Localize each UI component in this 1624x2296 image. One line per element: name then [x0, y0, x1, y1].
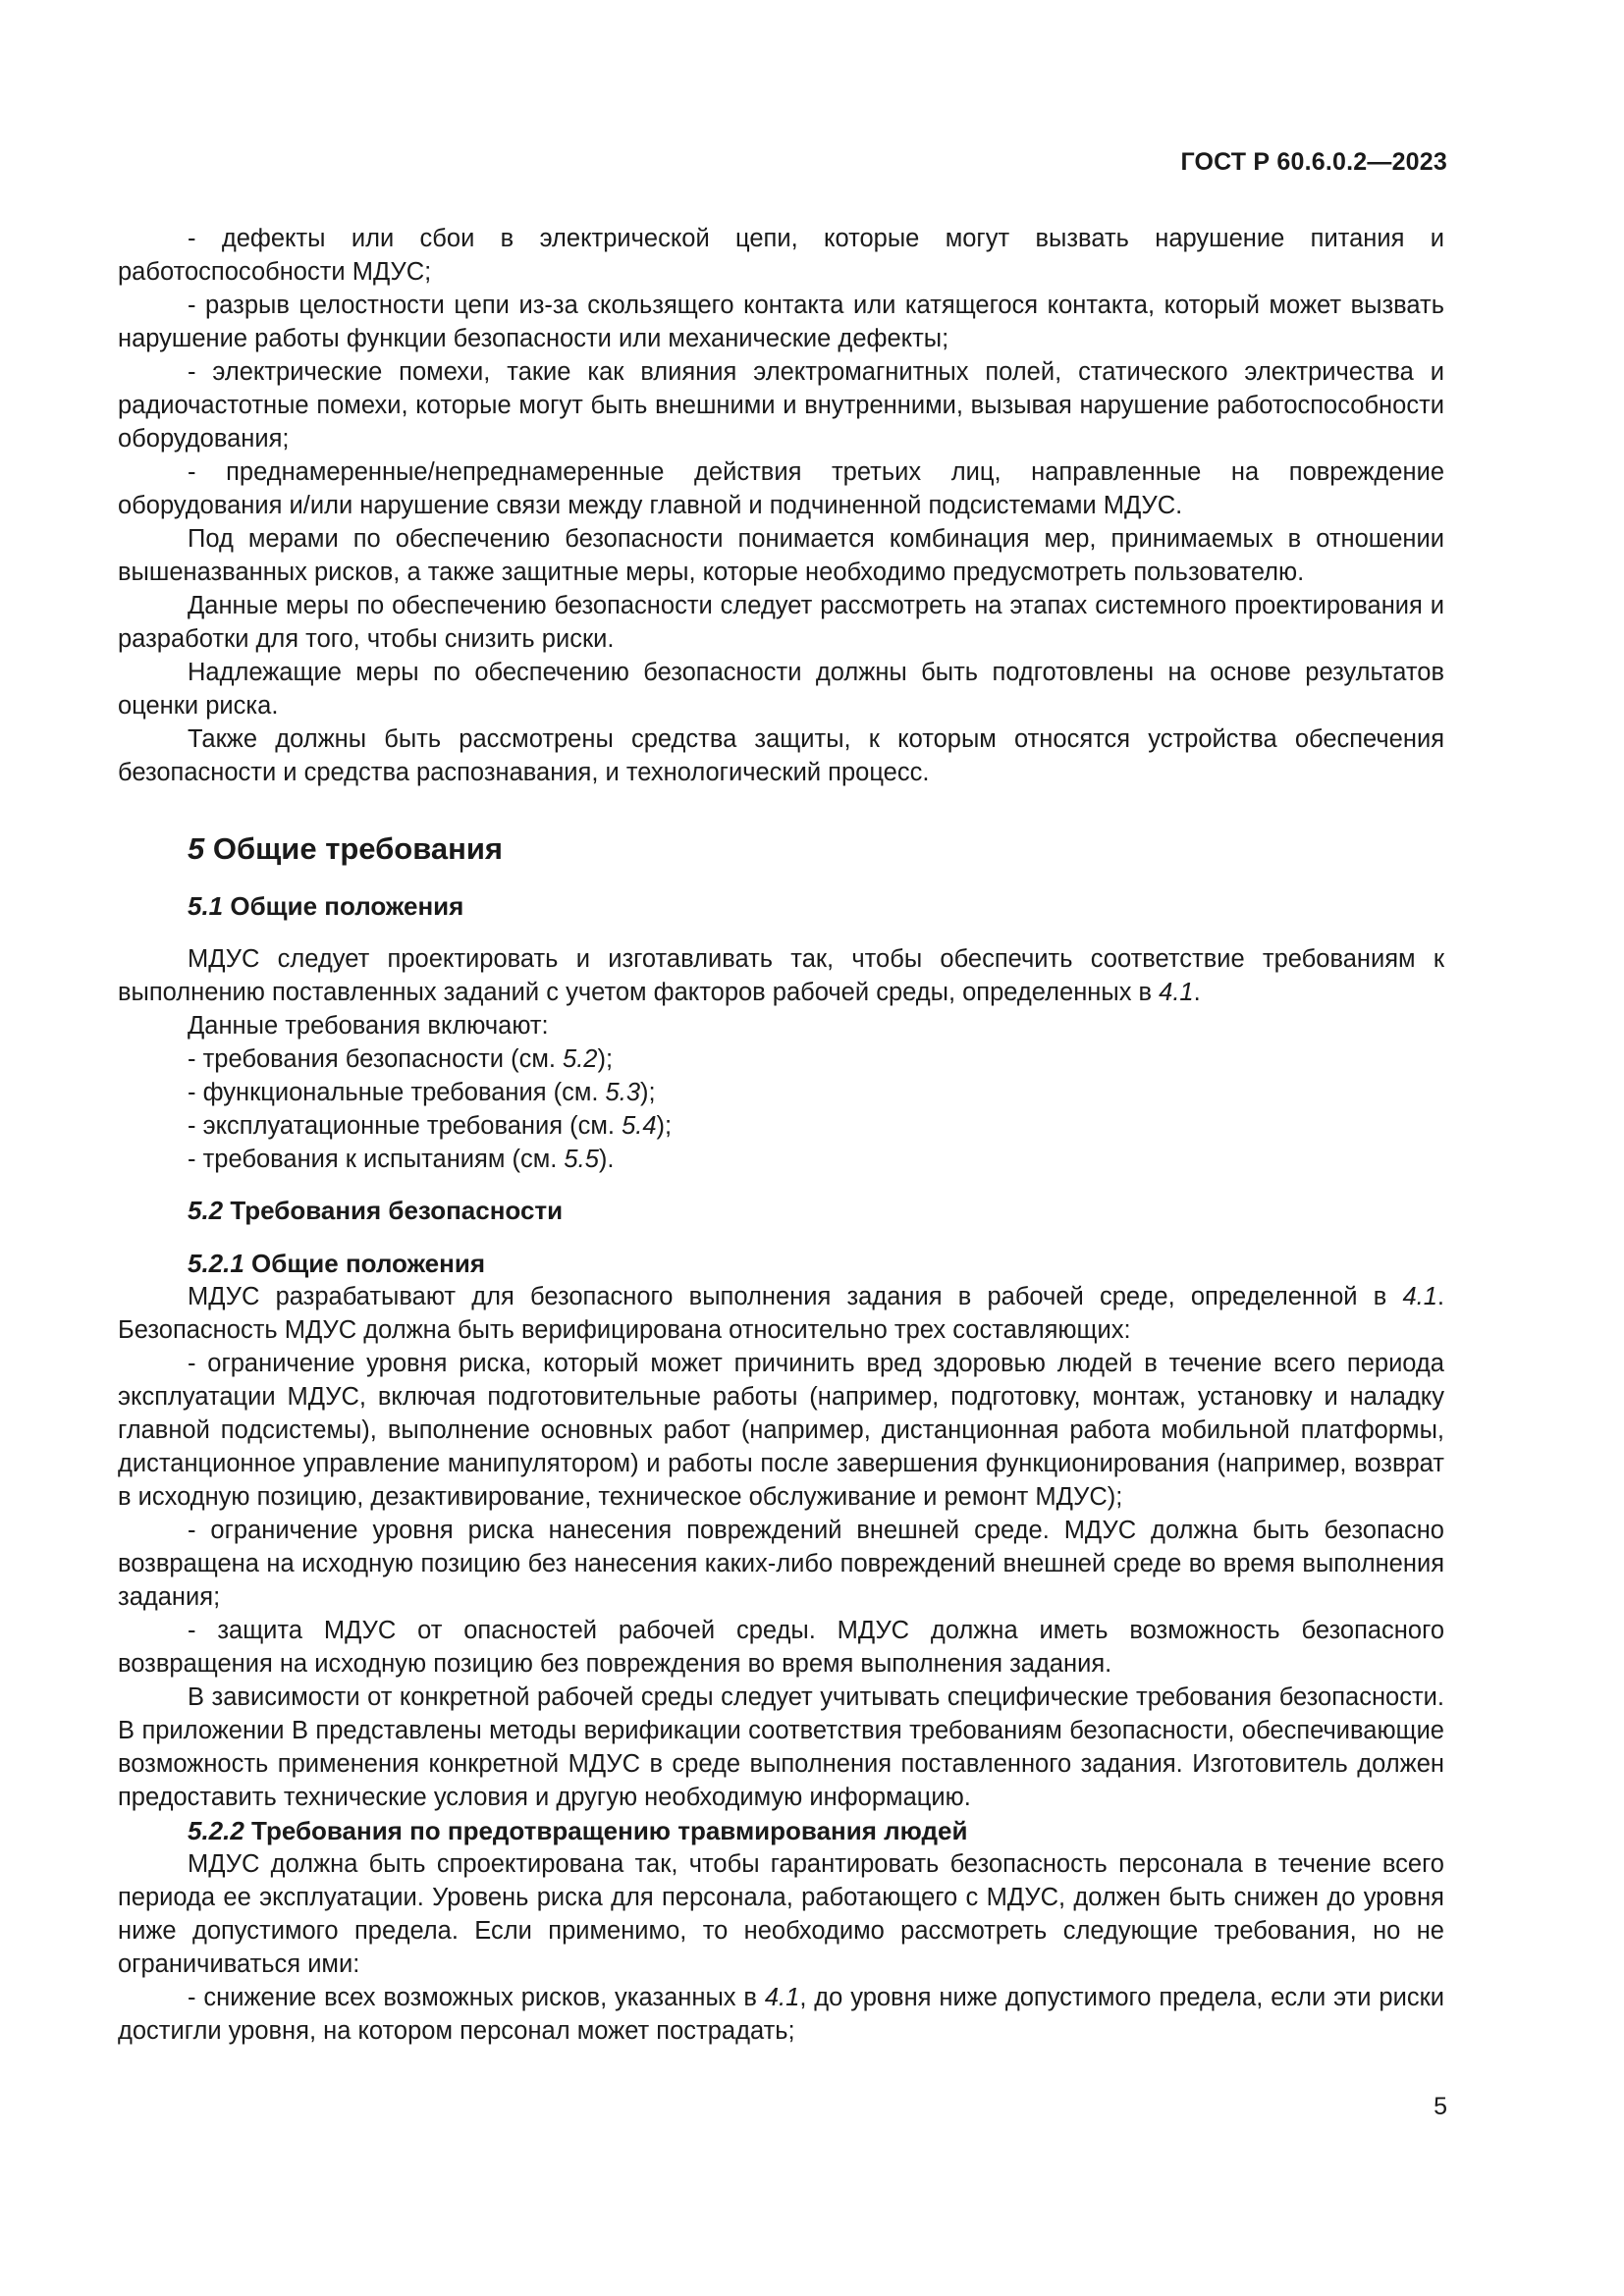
section-heading-5	[188, 828, 1444, 870]
subsection-heading-5-1	[188, 889, 1444, 923]
text-run: МДУС следует проектировать и изготавливать так, чтобы обеспечить соответствие требованиям к выполнению поставленных заданий с учетом факторов рабочей среды, определенных в	[118, 945, 1444, 1006]
paragraph: - защита МДУС от опасностей рабочей среды. МДУС должна иметь возможность безопасного возвращения на исходную позицию без повреждения во время выполнения задания.	[118, 1617, 1444, 1678]
paragraph: В зависимости от конкретной рабочей среды следует учитывать специфические требования безопасности. В приложении В представлены методы верификации соответствия требованиям безопасности, обеспечивающие возможность применения конкретной МДУС в среде выполнения поставленного задания. Изготовитель должен предоставить технические условия и другую необходимую информацию.	[118, 1683, 1444, 1811]
text-run: - требования к испытаниям (см.	[188, 1146, 565, 1173]
paragraph: Под мерами по обеспечению безопасности понимается комбинация мер, принимаемых в отношении вышеназванных рисков, а также защитные меры, которые необходимо предусмотреть пользователю.	[118, 525, 1444, 586]
text-run: , до уровня ниже допустимого предела, если эти риски достигли уровня, на котором персонал может пострадать;	[118, 1984, 1444, 2045]
cross-reference: 4.1	[1159, 979, 1194, 1006]
paragraph: Также должны быть рассмотрены средства защиты, к которым относятся устройства обеспечения безопасности и средства распознавания, и технологический процесс.	[118, 725, 1444, 786]
paragraph: - ограничение уровня риска, который может причинить вред здоровью людей в течение всего периода эксплуатации МДУС, включая подготовительные работы (например, подготовку, монтаж, установку и наладку главной подсистемы), выполнение основных работ (например, дистанционная работа мобильной платформы, дистанционное управление манипулятором) и работы после завершения функционирования (например, возврат в исходную позицию, дезактивирование, техническое обслуживание и ремонт МДУС);	[118, 1350, 1444, 1511]
page-content	[118, 222, 1444, 2048]
clause-title: Требования по предотвращению травмирования людей	[244, 1816, 968, 1845]
subsection-title: Требования безопасности	[223, 1196, 564, 1225]
paragraph: - разрыв целостности цепи из-за скользящего контакта или катящегося контакта, который может вызвать нарушение работы функции безопасности или механические дефекты;	[118, 292, 1444, 352]
cross-reference: 5.2	[563, 1045, 598, 1073]
subsection-heading-5-2	[188, 1194, 1444, 1227]
paragraph: Данные требования включают:	[188, 1012, 549, 1040]
text-run: - эксплуатационные требования (см.	[188, 1112, 623, 1140]
cross-reference: 5.3	[605, 1079, 640, 1106]
requirements-list	[188, 1042, 1444, 1176]
cross-reference: 4.1	[1402, 1283, 1437, 1310]
list-item	[188, 1042, 1444, 1076]
paragraph: МДУС должна быть спроектирована так, чтобы гарантировать безопасность персонала в течение всего периода ее эксплуатации. Уровень риска для персонала, работающего с МДУС, должен быть снижен до уровня ниже допустимого предела. Если применимо, то необходимо рассмотреть следующие требования, но не ограничиваться ими:	[118, 1850, 1444, 1978]
paragraph	[118, 1981, 1444, 2048]
text-run: . Безопасность МДУС должна быть верифицирована относительно трех составляющих:	[118, 1283, 1444, 1344]
text-run: - требования безопасности (см.	[188, 1045, 564, 1073]
clause-number: 5.2.1	[188, 1249, 244, 1278]
cross-reference: 4.1	[764, 1984, 800, 2011]
subsection-number: 5.2	[188, 1196, 224, 1225]
paragraph: Данные меры по обеспечению безопасности следует рассмотреть на этапах системного проектирования и разработки для того, чтобы снизить риски.	[118, 592, 1444, 653]
clause-number: 5.2.2	[188, 1816, 244, 1845]
paragraph	[118, 942, 1444, 1009]
subsection-title: Общие положения	[223, 891, 464, 921]
page-number: 5	[1434, 2093, 1447, 2120]
list-item	[188, 1076, 1444, 1109]
section-title: Общие требования	[204, 831, 503, 866]
list-item	[188, 1109, 1444, 1143]
cross-reference: 5.5	[564, 1146, 599, 1173]
clause-heading-5-2-1	[188, 1247, 1444, 1280]
paragraph	[118, 1280, 1444, 1347]
paragraph: - дефекты или сбои в электрической цепи, которые могут вызвать нарушение питания и работоспособности МДУС;	[118, 225, 1444, 286]
cross-reference: 5.4	[622, 1112, 657, 1140]
text-run: - функциональные требования (см.	[188, 1079, 606, 1106]
clause-title: Общие положения	[244, 1249, 485, 1278]
section-number: 5	[188, 831, 205, 866]
paragraph: Надлежащие меры по обеспечению безопасности должны быть подготовлены на основе результатов оценки риска.	[118, 659, 1444, 720]
text-run: ).	[598, 1146, 615, 1173]
text-run: );	[640, 1079, 656, 1106]
text-run: );	[656, 1112, 673, 1140]
clause-heading-5-2-2	[188, 1814, 1444, 1847]
text-run: );	[597, 1045, 614, 1073]
text-run: .	[1193, 979, 1201, 1006]
subsection-number: 5.1	[188, 891, 224, 921]
paragraph: - преднамеренные/непреднамеренные действия третьих лиц, направленные на повреждение оборудования и/или нарушение связи между главной и подчиненной подсистемами МДУС.	[118, 458, 1444, 519]
paragraph: - электрические помехи, такие как влияния электромагнитных полей, статического электричества и радиочастотные помехи, которые могут быть внешними и внутренними, вызывая нарушение работоспособности оборудования;	[118, 358, 1444, 453]
document-header: ГОСТ Р 60.6.0.2—2023	[1180, 148, 1447, 176]
text-run: - снижение всех возможных рисков, указанных в	[188, 1984, 765, 2011]
paragraph: - ограничение уровня риска нанесения повреждений внешней среде. МДУС должна быть безопасно возвращена на исходную позицию без нанесения каких-либо повреждений внешней среде во время выполнения задания;	[118, 1517, 1444, 1611]
text-run: МДУС разрабатывают для безопасного выполнения задания в рабочей среде, определенной в	[188, 1283, 1403, 1310]
list-item	[188, 1143, 1444, 1176]
